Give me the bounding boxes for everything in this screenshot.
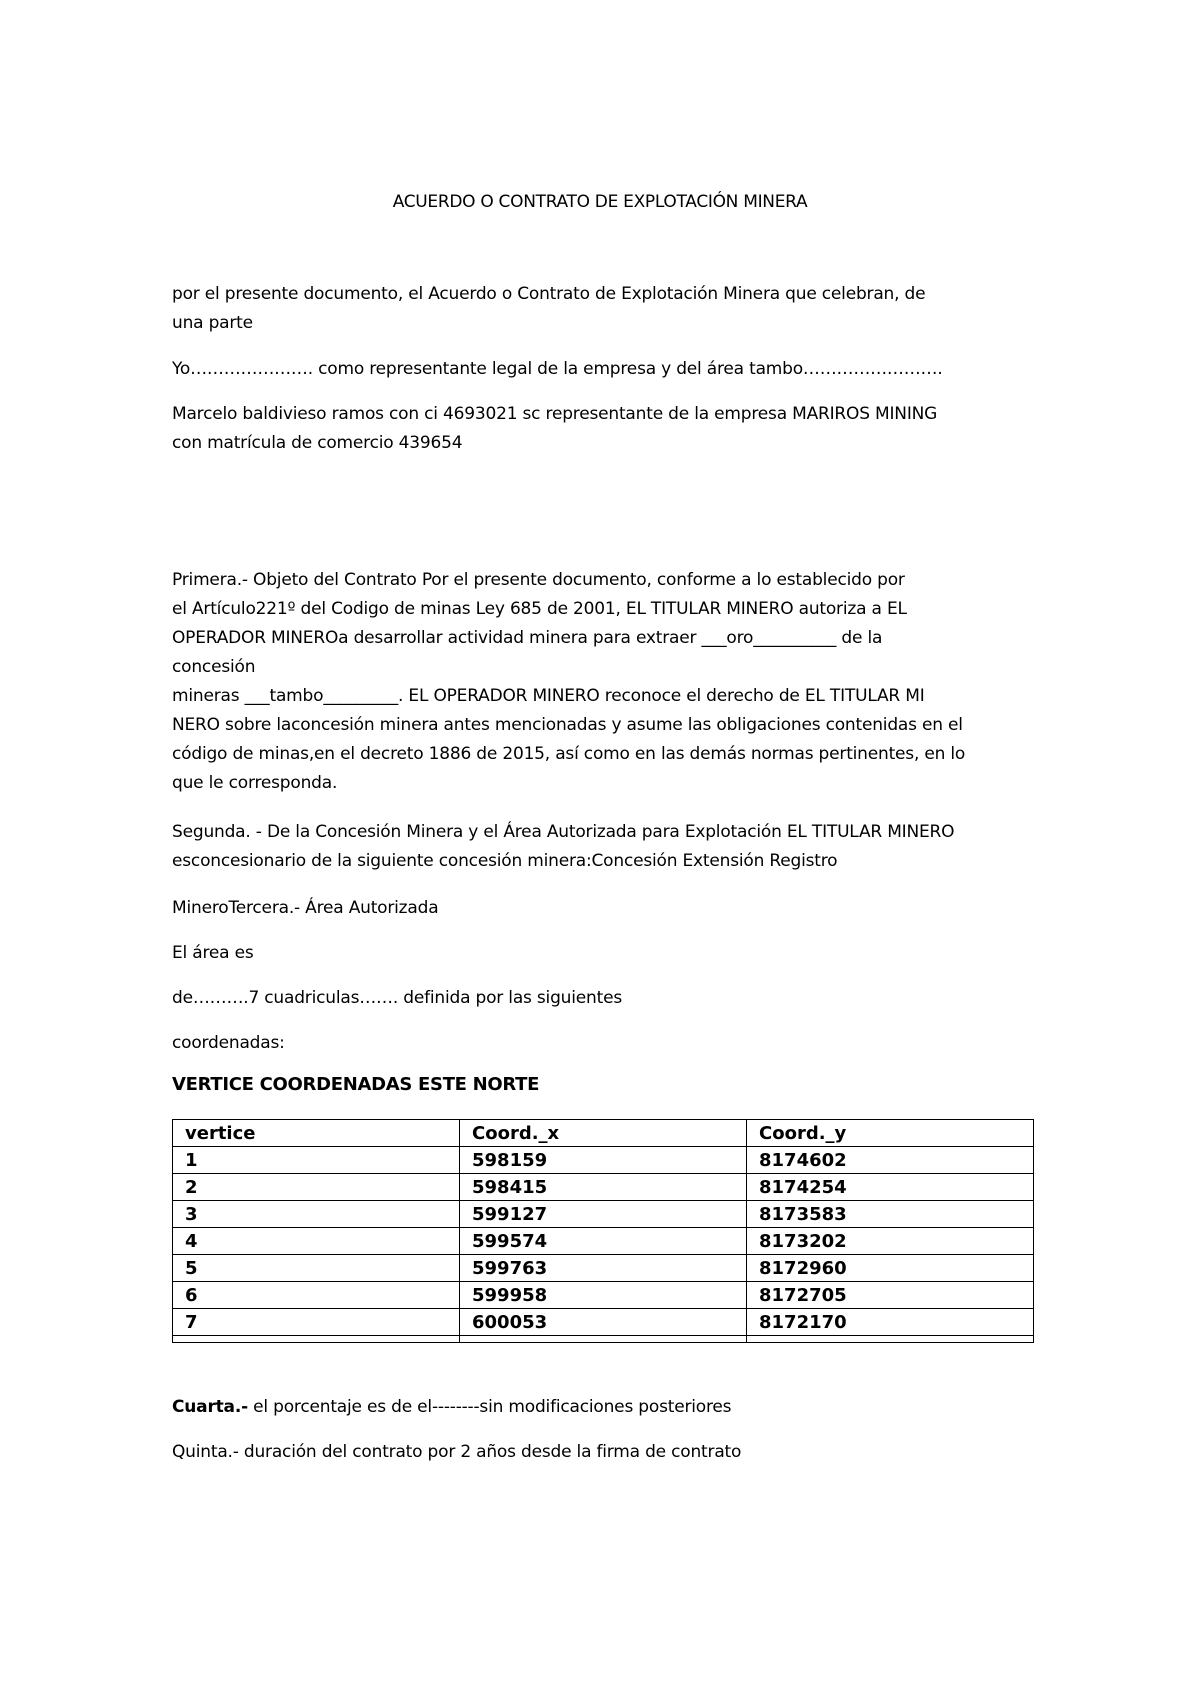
quinta-clause (172, 1438, 1052, 1467)
cuarta-clause (172, 1393, 1052, 1422)
party-line: Marcelo baldivieso ramos con ci 4693021 sc representante de la empresa MARIROS MINING (172, 404, 938, 424)
coord-x-cell: 600053 (460, 1309, 747, 1336)
cuadriculas-paragraph (172, 984, 1052, 1013)
cuarta-text: el porcentaje es de el--------sin modificaciones posteriores (247, 1397, 732, 1417)
tercera-line: MineroTercera.- Área Autorizada (172, 898, 439, 918)
segunda-line: Segunda. - De la Concesión Minera y el Área Autorizada para Explotación EL TITULAR MINERO (172, 822, 955, 842)
table-row (173, 1174, 1034, 1201)
segunda-clause (172, 818, 1052, 876)
party-line: con matrícula de comercio 439654 (172, 433, 463, 453)
primera-line: código de minas,en el decreto 1886 de 2015, así como en las demás normas pertinentes, en lo (172, 744, 966, 764)
coord-x-cell: 599763 (460, 1255, 747, 1282)
table-row (173, 1228, 1034, 1255)
table-row (173, 1255, 1034, 1282)
table-row (173, 1201, 1034, 1228)
tercera-clause (172, 894, 1052, 923)
vertice-cell: 5 (173, 1255, 460, 1282)
coord-y-cell: 8173583 (747, 1201, 1034, 1228)
segunda-line: esconcesionario de la siguiente concesión minera:Concesión Extensión Registro (172, 851, 838, 871)
primera-line: OPERADOR MINEROa desarrollar actividad minera para extraer ___oro__________ de la (172, 628, 883, 648)
coord-y-cell: 8172705 (747, 1282, 1034, 1309)
yo-paragraph (172, 355, 1052, 384)
area-line: El área es (172, 943, 254, 963)
table-row (173, 1282, 1034, 1309)
quinta-line: Quinta.- duración del contrato por 2 años desde la firma de contrato (172, 1442, 742, 1462)
coord-y-cell: 8172960 (747, 1255, 1034, 1282)
primera-line: NERO sobre laconcesión minera antes mencionadas y asume las obligaciones contenidas en el (172, 715, 963, 735)
coord-y-cell: 8174602 (747, 1147, 1034, 1174)
cuadriculas-line: de……….7 cuadriculas……. definida por las siguientes (172, 988, 622, 1008)
header-cell-coord-x: Coord._x (460, 1120, 747, 1147)
coord-y-cell: 8173202 (747, 1228, 1034, 1255)
party-paragraph (172, 400, 1052, 458)
coord-x-cell: 599574 (460, 1228, 747, 1255)
coord-x-cell: 598159 (460, 1147, 747, 1174)
header-cell-coord-y: Coord._y (747, 1120, 1034, 1147)
primera-line: mineras ___tambo_________. EL OPERADOR MINERO reconoce el derecho de EL TITULAR MI (172, 686, 925, 706)
coordenadas-paragraph (172, 1029, 1052, 1058)
intro-line: una parte (172, 313, 253, 333)
coordenadas-line: coordenadas: (172, 1033, 285, 1053)
primera-line: que le corresponda. (172, 773, 338, 793)
table-empty-row (173, 1336, 1034, 1343)
cuarta-label: Cuarta.- (172, 1397, 248, 1417)
coord-y-cell: 8172170 (747, 1309, 1034, 1336)
table-row (173, 1309, 1034, 1336)
coord-x-cell: 599127 (460, 1201, 747, 1228)
cuarta-line (172, 1393, 1052, 1422)
vertice-cell: 4 (173, 1228, 460, 1255)
header-cell-vertice: vertice (173, 1120, 460, 1147)
coord-x-cell: 599958 (460, 1282, 747, 1309)
coord-x-cell: 598415 (460, 1174, 747, 1201)
primera-clause (172, 566, 1052, 798)
yo-line: Yo…………………. como representante legal de la empresa y del área tambo……………………. (172, 359, 943, 379)
primera-line: concesión (172, 657, 256, 677)
intro-line: por el presente documento, el Acuerdo o Contrato de Explotación Minera que celebran, de (172, 284, 926, 304)
table-heading: VERTICE COORDENADAS ESTE NORTE (172, 1074, 540, 1095)
vertice-cell: 7 (173, 1309, 460, 1336)
primera-line: el Artículo221º del Codigo de minas Ley 685 de 2001, EL TITULAR MINERO autoriza a EL (172, 599, 907, 619)
empty-cell (747, 1336, 1034, 1343)
vertice-cell: 2 (173, 1174, 460, 1201)
empty-cell (460, 1336, 747, 1343)
vertice-cell: 3 (173, 1201, 460, 1228)
vertice-cell: 1 (173, 1147, 460, 1174)
intro-paragraph (172, 280, 1052, 338)
coordinates-table (172, 1119, 1034, 1343)
table-row (173, 1147, 1034, 1174)
table-header-row (173, 1120, 1034, 1147)
vertice-cell: 6 (173, 1282, 460, 1309)
document-title: ACUERDO O CONTRATO DE EXPLOTACIÓN MINERA (392, 192, 808, 212)
coord-y-cell: 8174254 (747, 1174, 1034, 1201)
primera-line: Primera.- Objeto del Contrato Por el presente documento, conforme a lo establecido por (172, 570, 905, 590)
empty-cell (173, 1336, 460, 1343)
area-paragraph (172, 939, 1052, 968)
